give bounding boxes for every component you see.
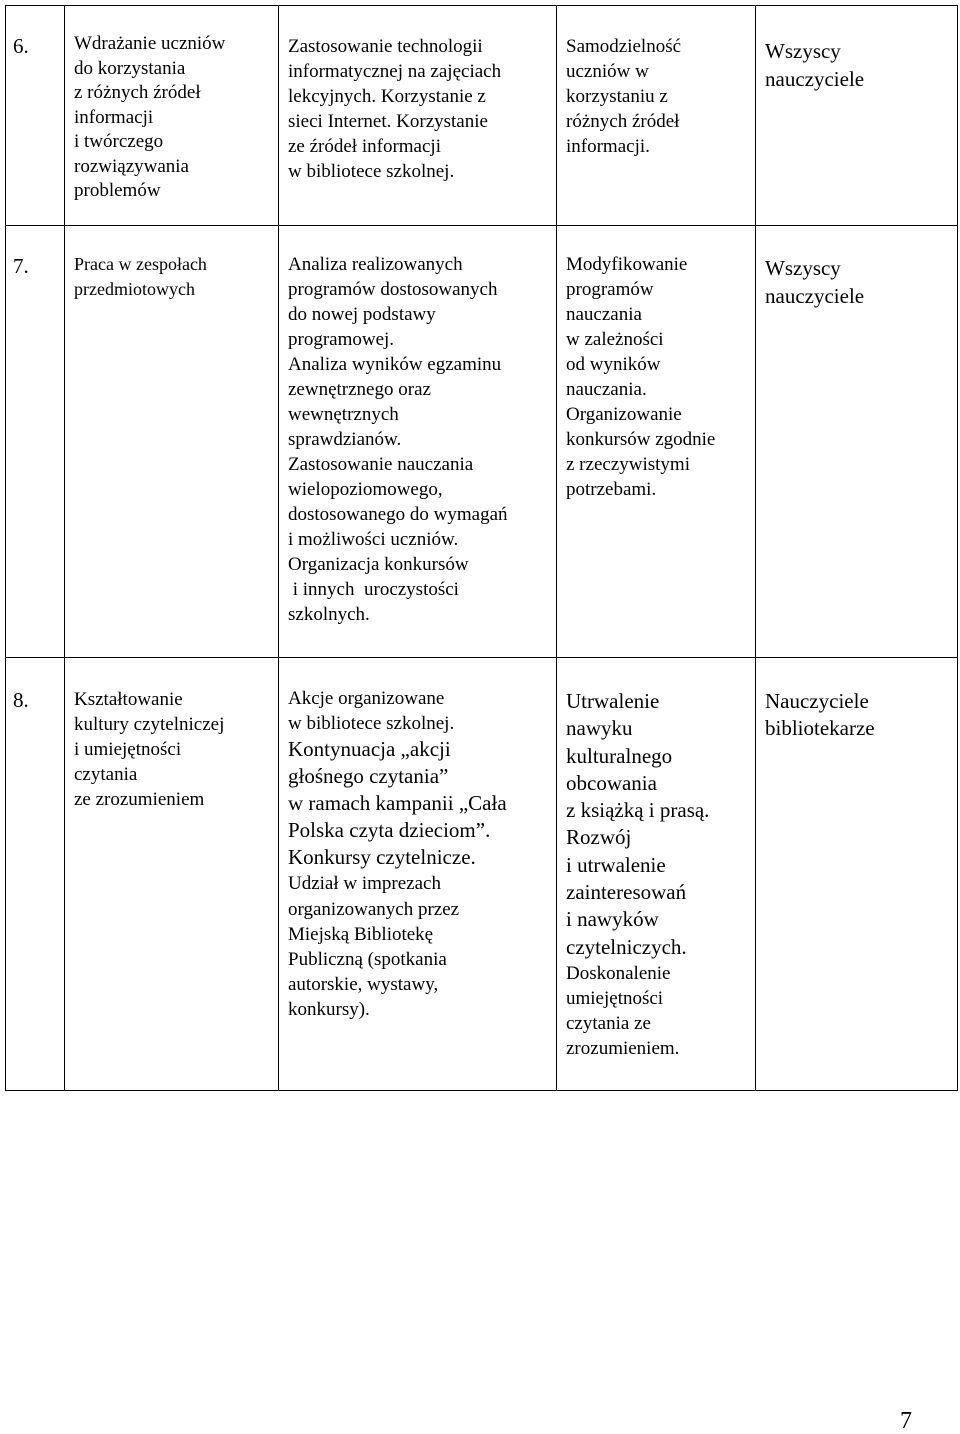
- activity-line: lekcyjnych. Korzystanie z: [288, 86, 486, 107]
- task-line: Kształtowanie: [74, 689, 183, 710]
- activity-line: organizowanych przez: [288, 898, 460, 920]
- activity-line: konkursy).: [288, 999, 370, 1021]
- outcome-line: korzystaniu z: [566, 86, 668, 107]
- table-row: [6, 226, 958, 658]
- outcome-line: nauczania.: [566, 379, 647, 400]
- activity-line: programowej.: [288, 329, 395, 350]
- activity-line: w ramach kampanii „Cała: [288, 791, 507, 816]
- outcome-line: różnych źródeł: [566, 111, 680, 132]
- outcome-line: i nawyków: [566, 907, 659, 932]
- activity-line: informatycznej na zajęciach: [288, 61, 502, 82]
- responsible-cell: [756, 658, 958, 1091]
- row-number-cell: [6, 6, 65, 226]
- outcomes-cell: [557, 658, 756, 1091]
- row-number: 7.: [13, 254, 29, 278]
- task-line: problemów: [74, 180, 161, 201]
- activity-line: Akcje organizowane: [288, 688, 445, 709]
- task-line: Praca w zespołach: [74, 254, 207, 274]
- activity-line: Analiza wyników egzaminu: [288, 354, 502, 375]
- outcome-line: potrzebami.: [566, 479, 657, 500]
- outcome-line: informacji.: [566, 136, 650, 157]
- outcome-line: w zależności: [566, 329, 664, 350]
- activity-line: sprawdzianów.: [288, 429, 402, 450]
- activity-line: Kontynuacja „akcji: [288, 737, 451, 762]
- activity-line: szkolnych.: [288, 604, 370, 625]
- activity-line: w bibliotece szkolnej.: [288, 713, 455, 735]
- responsible-cell: [756, 226, 958, 658]
- outcomes-cell: [557, 226, 756, 658]
- activity-line: Organizacja konkursów: [288, 554, 469, 575]
- task-cell: [65, 226, 279, 658]
- activity-line: wielopoziomowego,: [288, 479, 443, 500]
- outcome-line: nawyku: [566, 716, 633, 741]
- outcome-line: konkursów zgodnie: [566, 429, 716, 450]
- outcome-line: Modyfikowanie: [566, 254, 688, 275]
- outcome-line: i utrwalenie: [566, 852, 666, 877]
- page-number: 7: [900, 1408, 912, 1434]
- activity-line: Udział w imprezach: [288, 873, 441, 895]
- task-line: czytania: [74, 764, 138, 785]
- activities-cell: [279, 658, 557, 1091]
- outcome-line: zainteresowań: [566, 880, 687, 905]
- task-line: z różnych źródeł: [74, 82, 201, 103]
- task-line: informacji: [74, 106, 154, 128]
- row-number-cell: [6, 226, 65, 658]
- task-line: i twórczego: [74, 131, 164, 152]
- task-line: do korzystania: [74, 57, 186, 79]
- outcome-line: uczniów w: [566, 61, 649, 82]
- activity-line: Miejską Bibliotekę: [288, 923, 434, 945]
- outcomes-cell: [557, 6, 756, 226]
- outcome-line: kulturalnego: [566, 743, 673, 768]
- task-line: Wdrażanie uczniów: [74, 33, 226, 54]
- row-number: 8.: [13, 688, 29, 712]
- outcome-line: od wyników: [566, 354, 661, 375]
- activity-line: Zastosowanie nauczania: [288, 454, 474, 475]
- row-number: 6.: [13, 34, 29, 58]
- outcome-line: zrozumieniem.: [566, 1037, 680, 1059]
- outcome-line: czytelniczych.: [566, 934, 687, 959]
- activity-line: Konkursy czytelnicze.: [288, 845, 476, 870]
- row-number-cell: [6, 658, 65, 1091]
- activity-line: autorskie, wystawy,: [288, 974, 439, 996]
- activity-line: Zastosowanie technologii: [288, 36, 483, 57]
- outcome-line: programów: [566, 279, 654, 300]
- activity-line: i innych uroczystości: [288, 579, 459, 600]
- responsible-line: nauczyciele: [765, 67, 865, 91]
- table-row: [6, 6, 958, 226]
- task-cell: [65, 6, 279, 226]
- outcome-line: Doskonalenie: [566, 962, 671, 984]
- outcome-line: czytania ze: [566, 1012, 651, 1034]
- responsible-cell: [756, 6, 958, 226]
- task-line: i umiejętności: [74, 739, 182, 760]
- responsible-line: nauczyciele: [765, 284, 865, 308]
- responsible-line: Wszyscy: [765, 39, 841, 63]
- task-line: przedmiotowych: [74, 279, 195, 299]
- activity-line: do nowej podstawy: [288, 304, 436, 325]
- outcome-line: Rozwój: [566, 825, 632, 850]
- outcome-line: umiejętności: [566, 987, 664, 1009]
- activity-line: Publiczną (spotkania: [288, 949, 447, 971]
- outcome-line: Utrwalenie: [566, 689, 660, 713]
- outcome-line: z książką i prasą.: [566, 798, 710, 823]
- task-line: rozwiązywania: [74, 155, 189, 177]
- activity-line: zewnętrznego oraz: [288, 379, 431, 400]
- activities-cell: [279, 6, 557, 226]
- activities-cell: [279, 226, 557, 658]
- responsible-line: bibliotekarze: [765, 716, 875, 740]
- activity-line: głośnego czytania”: [288, 764, 449, 789]
- task-line: kultury czytelniczej: [74, 714, 225, 735]
- responsible-line: Wszyscy: [765, 256, 841, 280]
- outcome-line: Organizowanie: [566, 404, 682, 425]
- outcome-line: nauczania: [566, 304, 642, 325]
- activity-line: ze źródeł informacji: [288, 136, 441, 157]
- activity-line: w bibliotece szkolnej.: [288, 161, 455, 182]
- outcome-line: z rzeczywistymi: [566, 454, 690, 475]
- outcome-line: obcowania: [566, 770, 657, 795]
- table-row: [6, 658, 958, 1091]
- plan-table: [5, 5, 958, 1091]
- activity-line: Polska czyta dzieciom”.: [288, 818, 491, 843]
- activity-line: i możliwości uczniów.: [288, 529, 459, 550]
- activity-line: dostosowanego do wymagań: [288, 504, 508, 525]
- outcome-line: Samodzielność: [566, 36, 682, 57]
- activity-line: sieci Internet. Korzystanie: [288, 111, 488, 132]
- task-line: ze zrozumieniem: [74, 789, 205, 810]
- responsible-line: Nauczyciele: [765, 689, 869, 713]
- activity-line: wewnętrznych: [288, 404, 399, 425]
- activity-line: programów dostosowanych: [288, 279, 498, 300]
- activity-line: Analiza realizowanych: [288, 254, 463, 275]
- task-cell: [65, 658, 279, 1091]
